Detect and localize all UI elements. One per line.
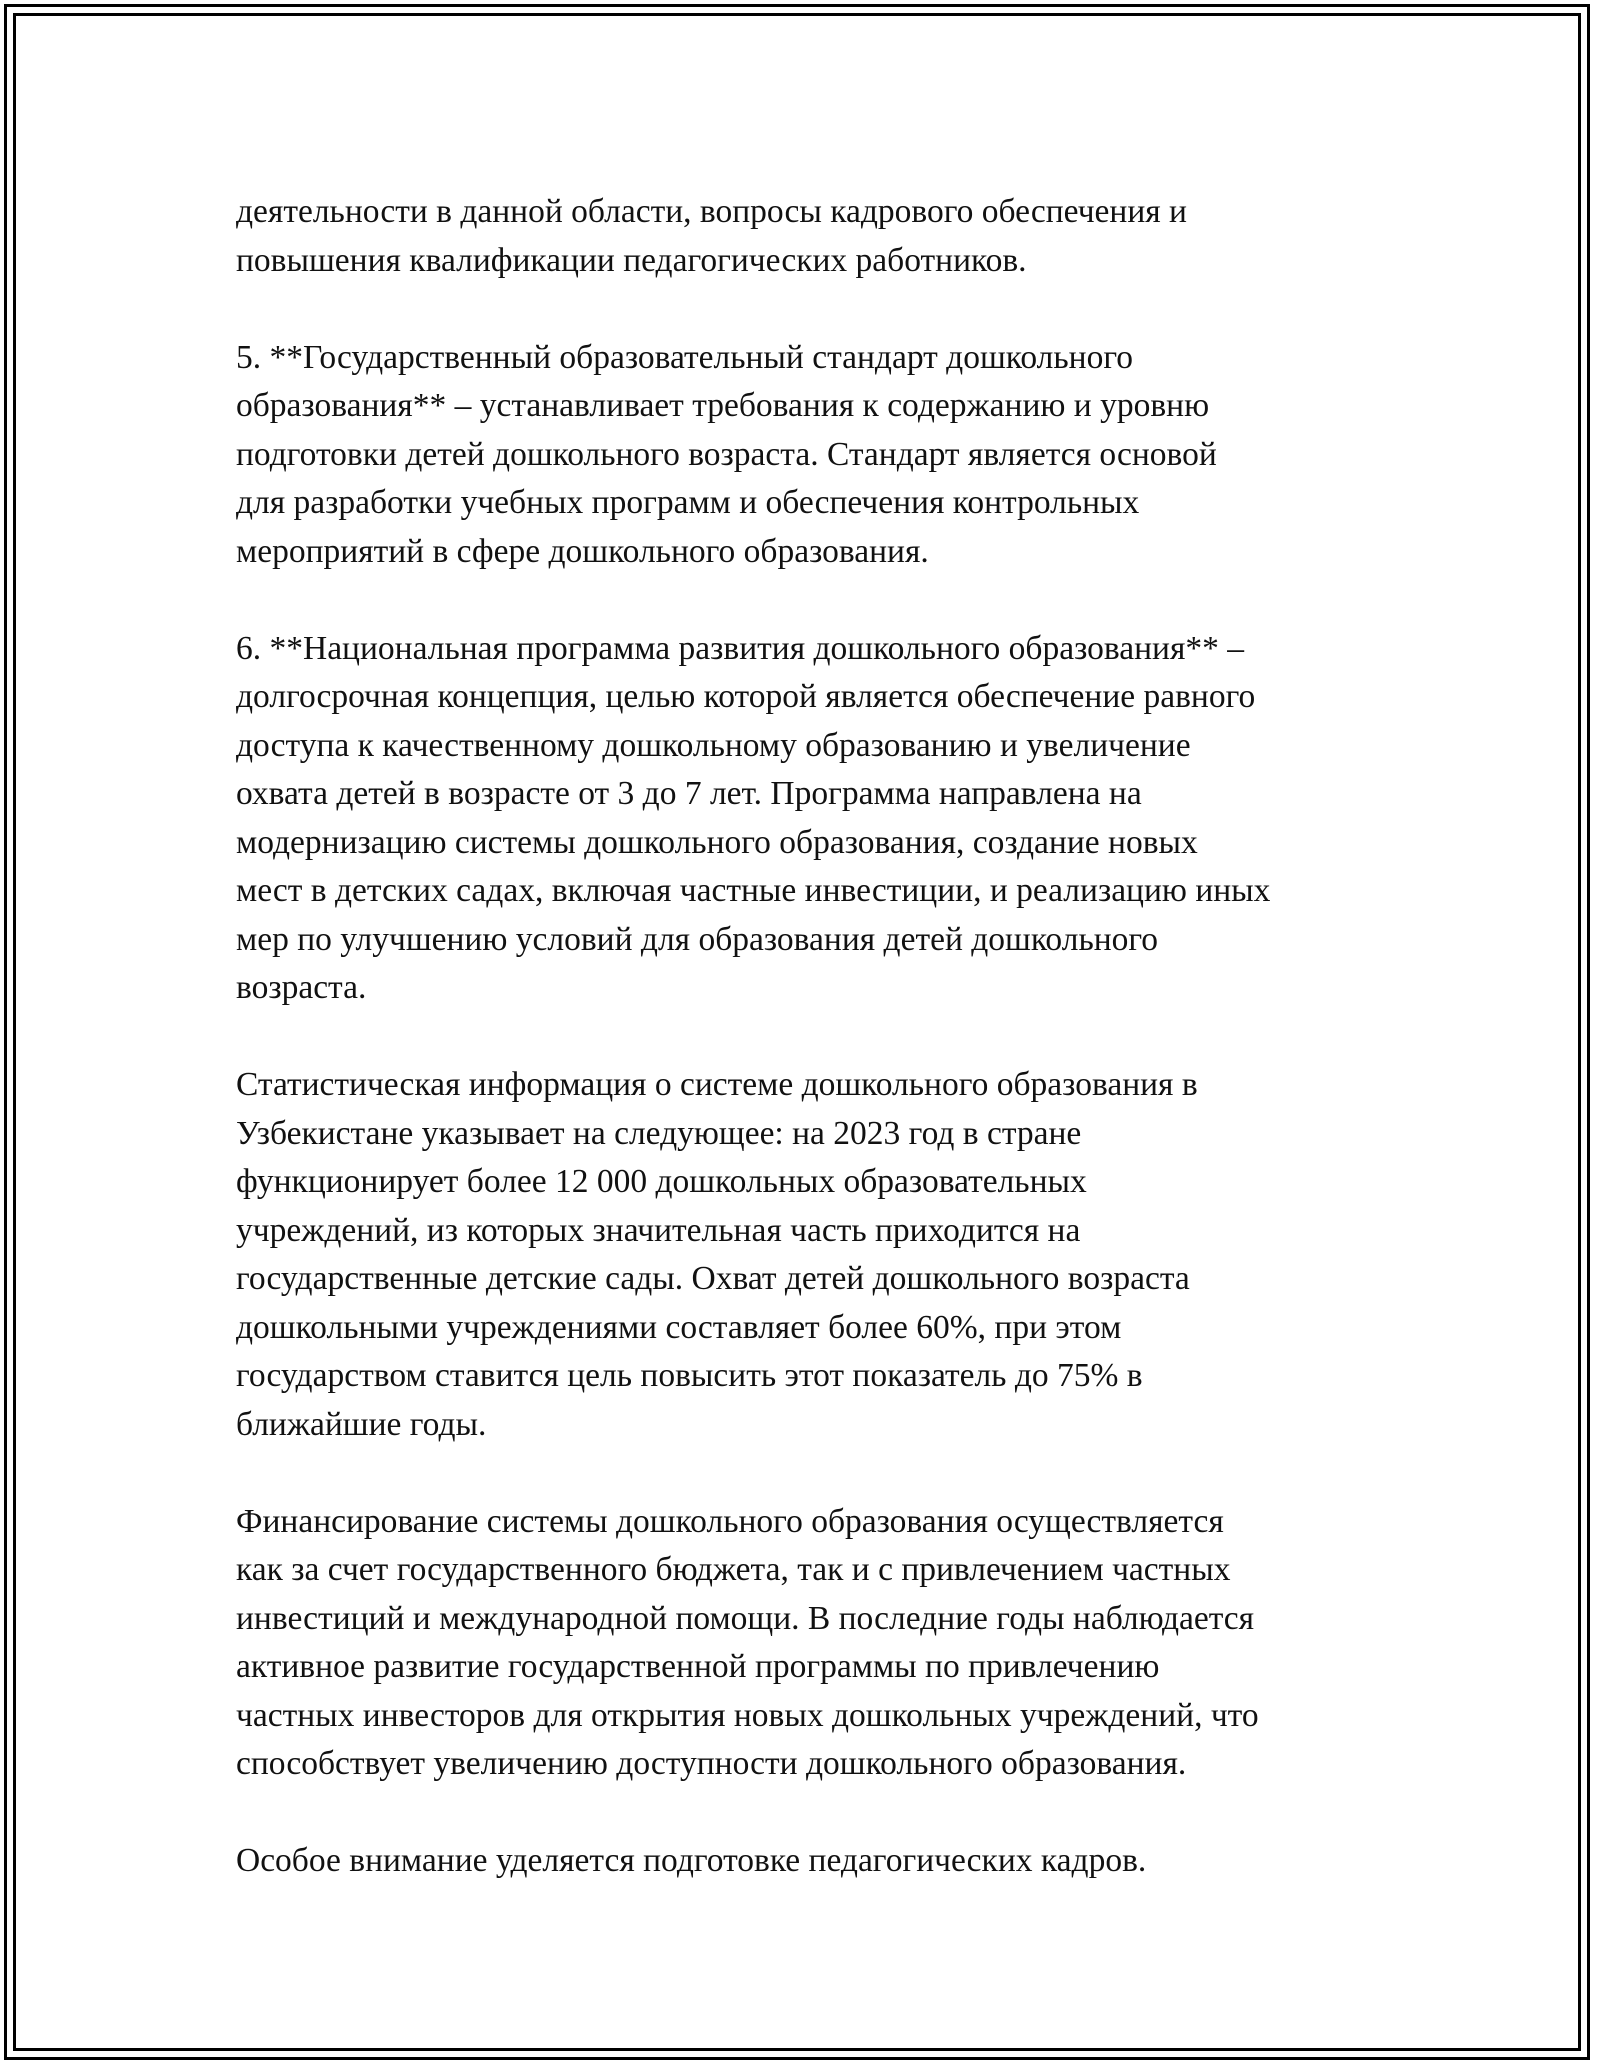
text-line: 6. **Национальная программа развития дошкольного образования** –: [236, 629, 1244, 667]
text-line: мероприятий в сфере дошкольного образования.: [236, 532, 929, 570]
text-line: способствует увеличению доступности дошкольного образования.: [236, 1745, 1187, 1782]
text-line: Узбекистане указывает на следующее: на 2023 год в стране: [236, 1114, 1082, 1152]
text-line: ближайшие годы.: [236, 1405, 487, 1443]
text-line: дошкольными учреждениями составляет более 60%, при этом: [236, 1308, 1122, 1346]
text-line: государством ставится цель повысить этот показатель до 75% в: [236, 1357, 1143, 1394]
text-line: 5. **Государственный образовательный стандарт дошкольного: [236, 338, 1133, 376]
text-line: мер по улучшению условий для образования детей дошкольного: [236, 920, 1159, 958]
text-line: государственные детские сады. Охват детей дошкольного возраста: [236, 1260, 1190, 1297]
text-line: Статистическая информация о системе дошкольного образования в: [236, 1066, 1198, 1103]
text-line: для разработки учебных программ и обеспечения контрольных: [236, 484, 1140, 521]
text-line: деятельности в данной области, вопросы кадрового обеспечения и: [236, 193, 1187, 230]
text-line: долгосрочная концепция, целью которой является обеспечение равного: [236, 678, 1256, 715]
text-line: частных инвесторов для открытия новых дошкольных учреждений, что: [236, 1696, 1259, 1734]
text-line: образования** – устанавливает требования к содержанию и уровню: [236, 387, 1210, 424]
text-line: инвестиций и международной помощи. В последние годы наблюдается: [236, 1599, 1255, 1637]
text-line: доступа к качественному дошкольному образованию и увеличение: [236, 726, 1191, 764]
document-body: [236, 188, 1386, 1886]
text-line: возраста.: [236, 969, 367, 1006]
text-line: мест в детских садах, включая частные инвестиции, и реализацию иных: [236, 872, 1271, 909]
text-line: подготовки детей дошкольного возраста. Стандарт является основой: [236, 435, 1217, 473]
text-line: функционирует более 12 000 дошкольных образовательных: [236, 1163, 1087, 1200]
text-line: повышения квалификации педагогических работников.: [236, 241, 1027, 279]
paragraph-item-6: [236, 625, 1386, 1013]
paragraph-financing: [236, 1498, 1386, 1789]
paragraph-statistics: [236, 1061, 1386, 1449]
text-line: учреждений, из которых значительная часть приходится на: [236, 1211, 1081, 1249]
paragraph-staff: [236, 1837, 1386, 1886]
text-line: Особое внимание уделяется подготовке педагогических кадров.: [236, 1842, 1147, 1879]
text-line: активное развитие государственной программы по привлечению: [236, 1648, 1160, 1685]
text-line: Финансирование системы дошкольного образования осуществляется: [236, 1502, 1224, 1540]
paragraph-continuation: [236, 188, 1386, 285]
text-line: как за счет государственного бюджета, так и с привлечением частных: [236, 1551, 1231, 1588]
paragraph-item-5: [236, 334, 1386, 577]
text-line: модернизацию системы дошкольного образования, создание новых: [236, 823, 1198, 861]
text-line: охвата детей в возрасте от 3 до 7 лет. Программа направлена на: [236, 775, 1142, 812]
